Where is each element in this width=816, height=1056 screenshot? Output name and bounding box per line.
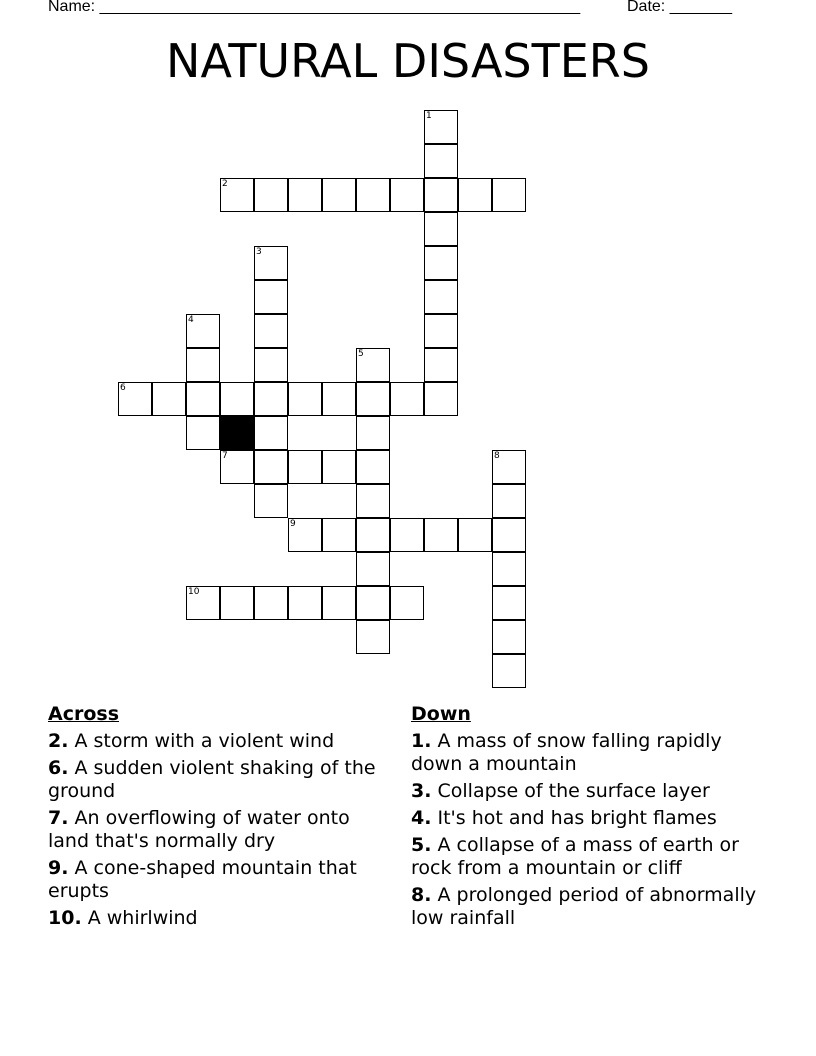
crossword-cell[interactable]	[254, 586, 288, 620]
crossword-cell[interactable]	[492, 178, 526, 212]
crossword-cell[interactable]	[424, 110, 458, 144]
clue-number-label: 1	[426, 111, 432, 121]
crossword-cell[interactable]	[152, 382, 186, 416]
crossword-cell[interactable]	[254, 246, 288, 280]
crossword-cell[interactable]	[424, 314, 458, 348]
crossword-cell[interactable]	[424, 348, 458, 382]
crossword-cell[interactable]	[254, 484, 288, 518]
down-clue	[411, 884, 771, 930]
across-clue	[48, 730, 393, 753]
crossword-cell[interactable]	[492, 586, 526, 620]
crossword-cell[interactable]	[424, 246, 458, 280]
crossword-cell[interactable]	[356, 348, 390, 382]
crossword-cell[interactable]	[322, 178, 356, 212]
crossword-cell[interactable]	[288, 586, 322, 620]
clue-number-label: 10	[188, 587, 200, 597]
clue-text: An overflowing of water onto land that's normally dry	[48, 807, 350, 852]
clue-number: 2.	[48, 730, 69, 752]
name-field-label: Name: ______________________________________________________	[48, 0, 581, 15]
crossword-cell[interactable]	[458, 178, 492, 212]
crossword-cell[interactable]	[424, 518, 458, 552]
clue-text: A whirlwind	[81, 907, 198, 929]
down-clue	[411, 834, 771, 880]
across-clues	[48, 703, 393, 934]
crossword-cell[interactable]	[492, 450, 526, 484]
crossword-cell[interactable]	[424, 280, 458, 314]
clue-number-label: 5	[358, 349, 364, 359]
crossword-cell[interactable]	[492, 518, 526, 552]
across-heading: Across	[48, 703, 120, 725]
crossword-cell[interactable]	[492, 620, 526, 654]
crossword-cell[interactable]	[424, 382, 458, 416]
crossword-cell[interactable]	[220, 450, 254, 484]
crossword-cell[interactable]	[390, 382, 424, 416]
crossword-cell[interactable]	[390, 586, 424, 620]
crossword-cell[interactable]	[356, 552, 390, 586]
crossword-cell[interactable]	[288, 450, 322, 484]
crossword-block	[220, 416, 254, 450]
clue-number: 6.	[48, 757, 69, 779]
clue-text: It's hot and has bright flames	[431, 807, 717, 829]
clue-text: A prolonged period of abnormally low rainfall	[411, 884, 757, 929]
crossword-cell[interactable]	[322, 586, 356, 620]
clue-number-label: 8	[494, 451, 500, 461]
clue-number: 7.	[48, 807, 69, 829]
crossword-cell[interactable]	[186, 314, 220, 348]
crossword-cell[interactable]	[254, 382, 288, 416]
crossword-cell[interactable]	[186, 348, 220, 382]
across-clue	[48, 857, 393, 903]
clue-text: A cone-shaped mountain that erupts	[48, 857, 357, 902]
crossword-cell[interactable]	[492, 552, 526, 586]
crossword-cell[interactable]	[220, 382, 254, 416]
down-heading: Down	[411, 703, 471, 725]
clue-number-label: 2	[222, 179, 228, 189]
crossword-cell[interactable]	[356, 586, 390, 620]
down-clue	[411, 730, 771, 776]
crossword-cell[interactable]	[492, 484, 526, 518]
crossword-cell[interactable]	[186, 586, 220, 620]
clue-text: A mass of snow falling rapidly down a mountain	[411, 730, 722, 775]
clue-number-label: 7	[222, 451, 228, 461]
clue-number-label: 3	[256, 247, 262, 257]
clue-number: 3.	[411, 780, 432, 802]
clue-number: 8.	[411, 884, 432, 906]
down-clue	[411, 780, 771, 803]
clue-text: Collapse of the surface layer	[431, 780, 710, 802]
crossword-cell[interactable]	[356, 416, 390, 450]
clue-number: 10.	[48, 907, 82, 929]
crossword-cell[interactable]	[390, 178, 424, 212]
crossword-cell[interactable]	[220, 586, 254, 620]
crossword-cell[interactable]	[254, 416, 288, 450]
crossword-cell[interactable]	[254, 450, 288, 484]
across-clue	[48, 807, 393, 853]
crossword-cell[interactable]	[356, 518, 390, 552]
clue-text: A storm with a violent wind	[68, 730, 335, 752]
down-clues	[411, 703, 771, 934]
crossword-cell[interactable]	[322, 450, 356, 484]
crossword-cell[interactable]	[424, 178, 458, 212]
crossword-cell[interactable]	[254, 280, 288, 314]
clue-number-label: 6	[120, 383, 126, 393]
clue-number-label: 9	[290, 519, 296, 529]
crossword-cell[interactable]	[118, 382, 152, 416]
across-clue	[48, 757, 393, 803]
crossword-cell[interactable]	[458, 518, 492, 552]
crossword-cell[interactable]	[288, 518, 322, 552]
crossword-cell[interactable]	[322, 518, 356, 552]
crossword-cell[interactable]	[186, 382, 220, 416]
crossword-cell[interactable]	[254, 178, 288, 212]
date-field-label: Date: _______	[627, 0, 732, 15]
crossword-cell[interactable]	[356, 450, 390, 484]
crossword-cell[interactable]	[356, 382, 390, 416]
crossword-cell[interactable]	[356, 620, 390, 654]
clue-number: 1.	[411, 730, 432, 752]
crossword-cell[interactable]	[254, 314, 288, 348]
page-title: NATURAL DISASTERS	[166, 34, 650, 88]
down-clue	[411, 807, 771, 830]
clue-number-label: 4	[188, 315, 194, 325]
clue-number: 5.	[411, 834, 432, 856]
crossword-cell[interactable]	[254, 348, 288, 382]
crossword-cell[interactable]	[356, 484, 390, 518]
clue-number: 9.	[48, 857, 69, 879]
crossword-cell[interactable]	[424, 144, 458, 178]
across-clue	[48, 907, 393, 930]
crossword-cell[interactable]	[288, 382, 322, 416]
clue-text: A sudden violent shaking of the ground	[48, 757, 376, 802]
crossword-cell[interactable]	[356, 178, 390, 212]
crossword-cell[interactable]	[288, 178, 322, 212]
clue-text: A collapse of a mass of earth or rock from a mountain or cliff	[411, 834, 739, 879]
crossword-cell[interactable]	[390, 518, 424, 552]
crossword-cell[interactable]	[492, 654, 526, 688]
crossword-cell[interactable]	[424, 212, 458, 246]
crossword-cell[interactable]	[322, 382, 356, 416]
clue-number: 4.	[411, 807, 432, 829]
crossword-cell[interactable]	[220, 178, 254, 212]
crossword-cell[interactable]	[186, 416, 220, 450]
